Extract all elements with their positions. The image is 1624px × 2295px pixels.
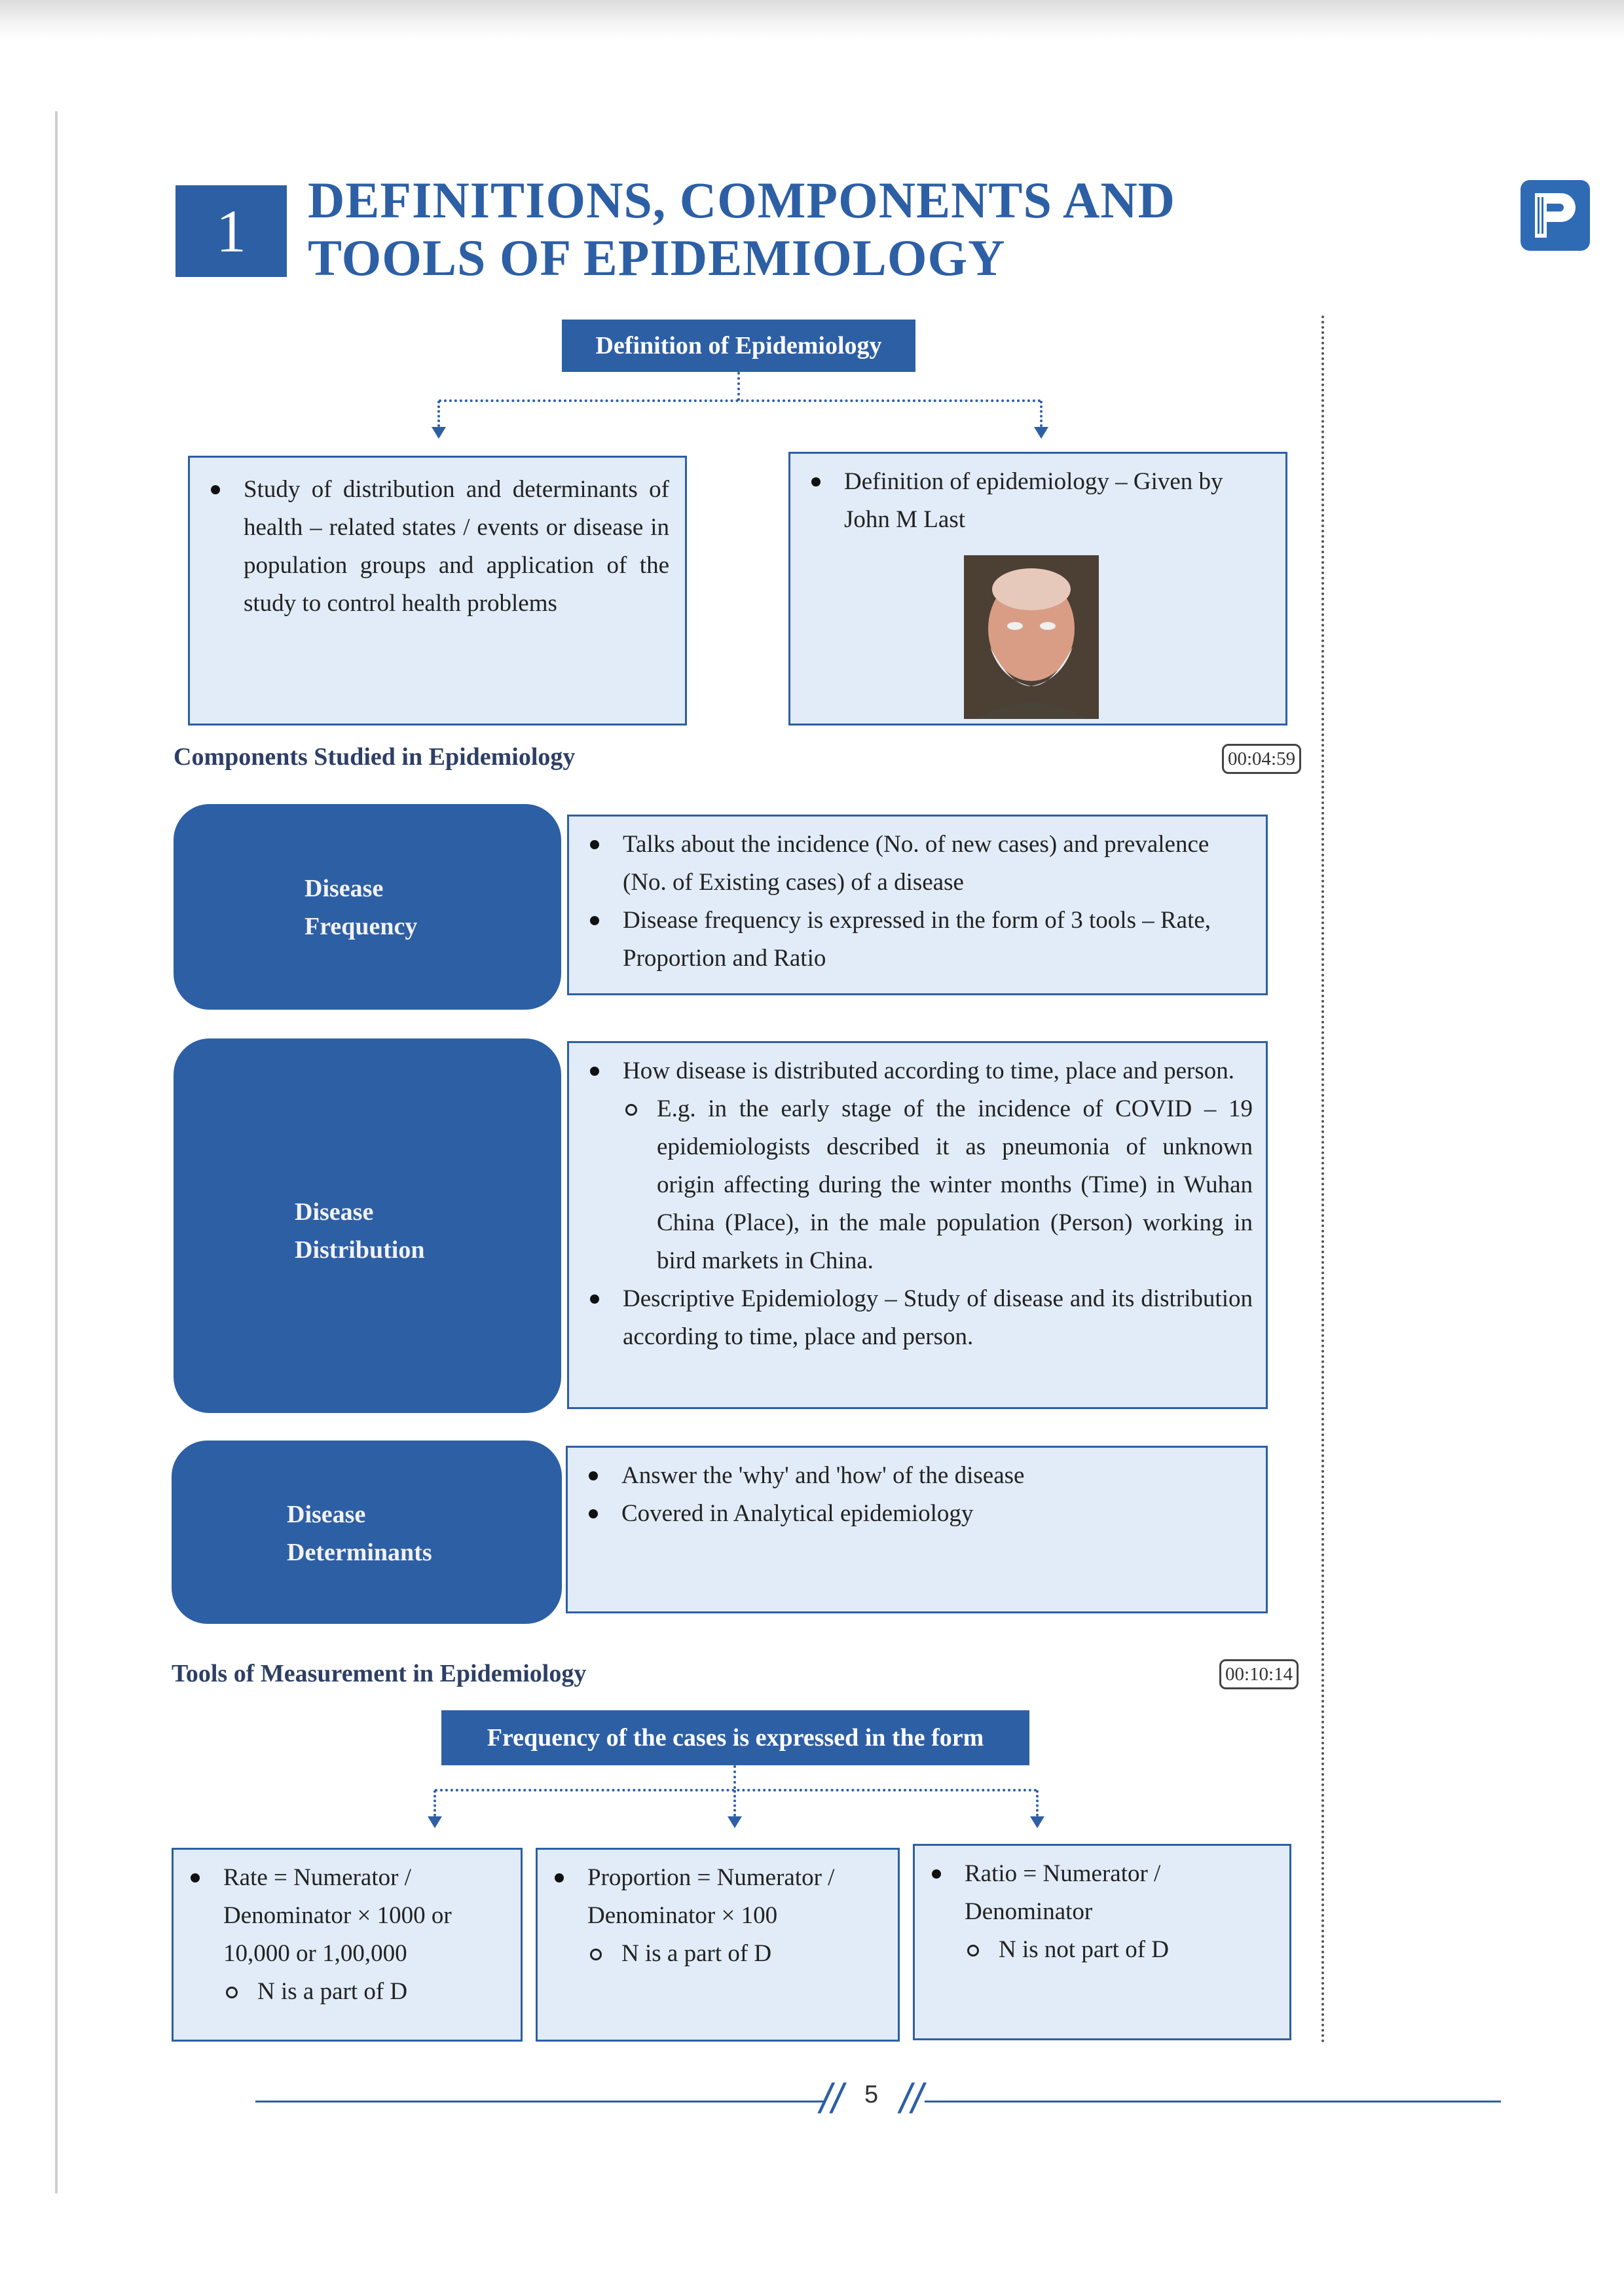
distribution-bullet-2: Descriptive Epidemiology – Study of disease and its distribution according to time, place and person. <box>576 1280 1253 1356</box>
rate-box <box>172 1848 523 2042</box>
frequency-bullet-1: Talks about the incidence (No. of new cases) and prevalence (No. of Existing cases) of a disease <box>576 826 1255 902</box>
arrow-down-icon <box>728 1816 742 1828</box>
connector <box>733 1765 736 1789</box>
label-line-1: Disease <box>287 1501 366 1528</box>
footer-rule-left <box>255 2101 825 2102</box>
definition-left-box <box>188 456 687 725</box>
scan-top-edge <box>0 0 1624 39</box>
definition-text: Study of distribution and determinants of health – related states / events or disease in population groups and application of the study to control health problems <box>196 471 669 623</box>
proportion-text: Proportion = Numerator / Denominator × 100 <box>587 1864 835 1929</box>
definition-source-text: Definition of epidemiology – Given by John M Last <box>797 463 1272 539</box>
ratio-box <box>913 1844 1291 2040</box>
distribution-sub-bullet: E.g. in the early stage of the incidence of COVID – 19 epidemiologists described it as pneumonia of unknown origin affecting during the winter months (Time) in Wuhan China (Place), in the male population (Person) working in bird markets in China. <box>623 1090 1253 1280</box>
proportion-sub: N is a part of D <box>587 1935 889 1973</box>
connector <box>435 1789 1037 1791</box>
chapter-number: 1 <box>175 185 287 277</box>
determinants-bullet-1: Answer the 'why' and 'how' of the disease <box>574 1457 1255 1495</box>
disease-distribution-box <box>567 1041 1268 1409</box>
definition-banner: Definition of Epidemiology <box>562 320 915 372</box>
ratio-text: Ratio = Numerator / Denominator <box>965 1860 1161 1925</box>
tools-banner: Frequency of the cases is expressed in the form <box>441 1710 1029 1765</box>
distribution-bullet-1-text: How disease is distributed according to time, place and person. <box>623 1057 1234 1084</box>
connector <box>733 1790 736 1816</box>
rate-definition <box>176 1859 511 2011</box>
label-line-2: Frequency <box>304 913 418 940</box>
connector <box>434 1790 436 1816</box>
ratio-definition <box>917 1855 1280 1969</box>
distribution-bullet-1 <box>576 1052 1253 1280</box>
arrow-down-icon <box>1030 1816 1044 1828</box>
label-line-1: Disease <box>304 875 384 902</box>
disease-frequency-box <box>567 815 1268 995</box>
publisher-logo-icon <box>1521 180 1590 251</box>
footer-slash-right: // <box>900 2075 923 2122</box>
ratio-sub: N is not part of D <box>965 1931 1280 1969</box>
chapter-title <box>308 172 1175 287</box>
components-timestamp: 00:04:59 <box>1222 744 1301 774</box>
disease-distribution-label <box>174 1038 561 1413</box>
arrow-down-icon <box>1034 427 1048 439</box>
page-number: 5 <box>864 2081 879 2108</box>
margin-dotted-line <box>1321 316 1324 2044</box>
proportion-box <box>536 1848 900 2042</box>
determinants-bullet-2: Covered in Analytical epidemiology <box>574 1495 1255 1533</box>
rate-sub: N is a part of D <box>223 1973 511 2011</box>
chapter-title-line-1: DEFINITIONS, COMPONENTS AND <box>308 172 1176 229</box>
footer-rule-right <box>925 2101 1501 2102</box>
scan-left-edge <box>55 111 58 2194</box>
connector <box>439 399 1041 402</box>
chapter-title-line-2: TOOLS OF EPIDEMIOLOGY <box>308 229 1006 286</box>
label-line-2: Determinants <box>287 1539 432 1566</box>
disease-frequency-label <box>174 804 561 1010</box>
arrow-down-icon <box>432 427 446 439</box>
rate-text: Rate = Numerator / Denominator × 1000 or 10,000 or 1,00,000 <box>223 1864 452 1967</box>
label-line-2: Distribution <box>295 1236 425 1264</box>
footer-slash-left: // <box>820 2075 843 2122</box>
tools-timestamp: 00:10:14 <box>1219 1659 1299 1689</box>
proportion-definition <box>540 1859 889 1973</box>
connector <box>737 372 740 401</box>
arrow-down-icon <box>428 1816 442 1828</box>
john-m-last-photo <box>964 555 1099 719</box>
disease-determinants-box <box>566 1446 1268 1613</box>
tools-title: Tools of Measurement in Epidemiology <box>172 1660 587 1687</box>
frequency-bullet-2: Disease frequency is expressed in the form of 3 tools – Rate, Proportion and Ratio <box>576 902 1255 978</box>
connector <box>1040 401 1043 427</box>
connector <box>1036 1790 1039 1816</box>
connector <box>437 401 440 427</box>
disease-determinants-label <box>172 1441 562 1624</box>
components-title: Components Studied in Epidemiology <box>174 743 576 771</box>
label-line-1: Disease <box>295 1198 374 1226</box>
